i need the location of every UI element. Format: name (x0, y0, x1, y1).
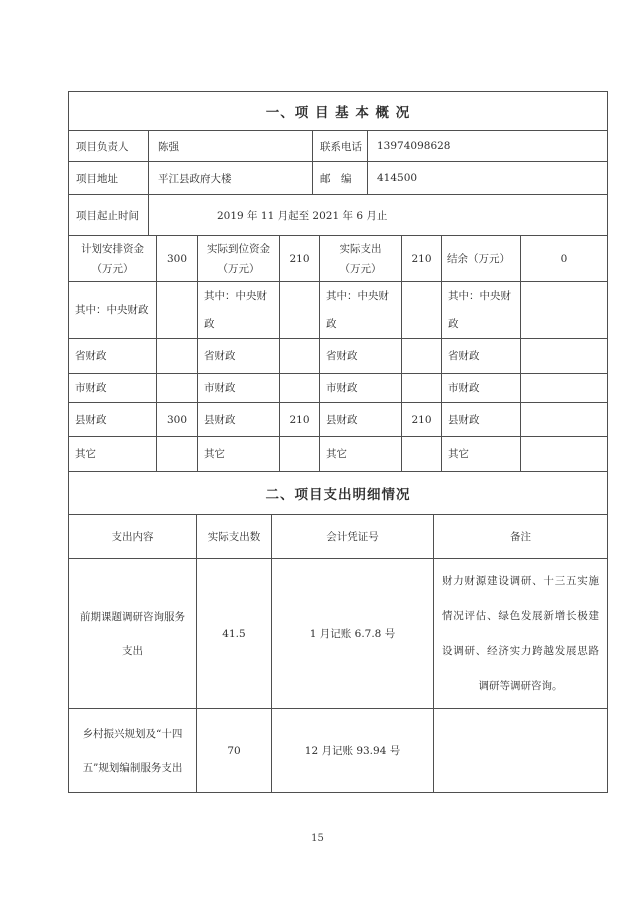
county-finance-label: 县财政 (198, 403, 280, 437)
expense-remark (434, 709, 608, 793)
province-finance-value (402, 339, 442, 374)
actual-spend-label: 实际支出（万元） (320, 236, 402, 282)
other-finance-label: 其它 (442, 437, 521, 472)
city-finance-value (521, 374, 608, 403)
county-finance-value: 210 (402, 403, 442, 437)
postcode-value: 414500 (368, 162, 608, 195)
address-label: 项目地址 (69, 162, 149, 195)
expense-content: 前期课题调研咨询服务支出 (69, 559, 197, 709)
project-report-form (68, 91, 607, 793)
phone-label: 联系电话 (313, 131, 368, 162)
other-finance-label: 其它 (320, 437, 402, 472)
county-finance-value (521, 403, 608, 437)
city-finance-label: 市财政 (69, 374, 157, 403)
province-finance-value (157, 339, 198, 374)
address-value: 平江县政府大楼 (149, 162, 313, 195)
col-header-content: 支出内容 (69, 515, 197, 559)
col-header-voucher: 会计凭证号 (272, 515, 434, 559)
central-finance-value (280, 282, 320, 339)
received-funds-value: 210 (280, 236, 320, 282)
central-finance-label: 其中：中央财政 (320, 282, 402, 339)
central-finance-value (521, 282, 608, 339)
expense-voucher: 12 月记账 93.94 号 (272, 709, 434, 793)
county-finance-label: 县财政 (320, 403, 402, 437)
balance-label: 结余（万元） (442, 236, 521, 282)
other-finance-value (521, 437, 608, 472)
section1-title: 一、项 目 基 本 概 况 (69, 92, 608, 131)
other-finance-label: 其它 (69, 437, 157, 472)
province-finance-label: 省财政 (69, 339, 157, 374)
city-finance-label: 市财政 (198, 374, 280, 403)
expenditure-row (69, 559, 608, 709)
expense-amount: 41.5 (197, 559, 272, 709)
central-finance-label: 其中：中央财政 (442, 282, 521, 339)
other-finance-value (402, 437, 442, 472)
postcode-label: 邮 编 (313, 162, 368, 195)
page-number: 15 (311, 833, 324, 844)
duration-label: 项目起止时间 (69, 195, 149, 236)
province-finance-value (521, 339, 608, 374)
basic-info-table (68, 91, 608, 236)
county-finance-label: 县财政 (69, 403, 157, 437)
duration-value: 2019 年 11 月起至 2021 年 6 月止 (149, 195, 608, 236)
city-finance-value (402, 374, 442, 403)
other-finance-label: 其它 (198, 437, 280, 472)
planned-funds-value: 300 (157, 236, 198, 282)
project-leader-label: 项目负责人 (69, 131, 149, 162)
city-finance-value (157, 374, 198, 403)
county-finance-value: 300 (157, 403, 198, 437)
city-finance-label: 市财政 (442, 374, 521, 403)
county-finance-label: 县财政 (442, 403, 521, 437)
expense-remark: 财力财源建设调研、十三五实施情况评估、绿色发展新增长极建设调研、经济实力跨越发展思路调研等调研咨询。 (434, 559, 608, 709)
expenditure-row (69, 709, 608, 793)
col-header-remark: 备注 (434, 515, 608, 559)
province-finance-value (280, 339, 320, 374)
received-funds-label: 实际到位资金（万元） (198, 236, 280, 282)
expenditure-table (68, 471, 608, 793)
project-leader-value: 陈强 (149, 131, 313, 162)
province-finance-label: 省财政 (442, 339, 521, 374)
central-finance-label: 其中：中央财政 (69, 282, 157, 339)
province-finance-label: 省财政 (320, 339, 402, 374)
section2-title: 二、项目支出明细情况 (69, 472, 608, 515)
phone-value: 13974098628 (368, 131, 608, 162)
city-finance-value (280, 374, 320, 403)
planned-funds-label: 计划安排资金（万元） (69, 236, 157, 282)
other-finance-value (157, 437, 198, 472)
funding-table (68, 235, 608, 472)
central-finance-value (157, 282, 198, 339)
expense-content: 乡村振兴规划及“十四五”规划编制服务支出 (69, 709, 197, 793)
central-finance-value (402, 282, 442, 339)
expense-voucher: 1 月记账 6.7.8 号 (272, 559, 434, 709)
province-finance-label: 省财政 (198, 339, 280, 374)
balance-value: 0 (521, 236, 608, 282)
col-header-amount: 实际支出数 (197, 515, 272, 559)
county-finance-value: 210 (280, 403, 320, 437)
other-finance-value (280, 437, 320, 472)
city-finance-label: 市财政 (320, 374, 402, 403)
central-finance-label: 其中：中央财政 (198, 282, 280, 339)
expense-amount: 70 (197, 709, 272, 793)
actual-spend-value: 210 (402, 236, 442, 282)
